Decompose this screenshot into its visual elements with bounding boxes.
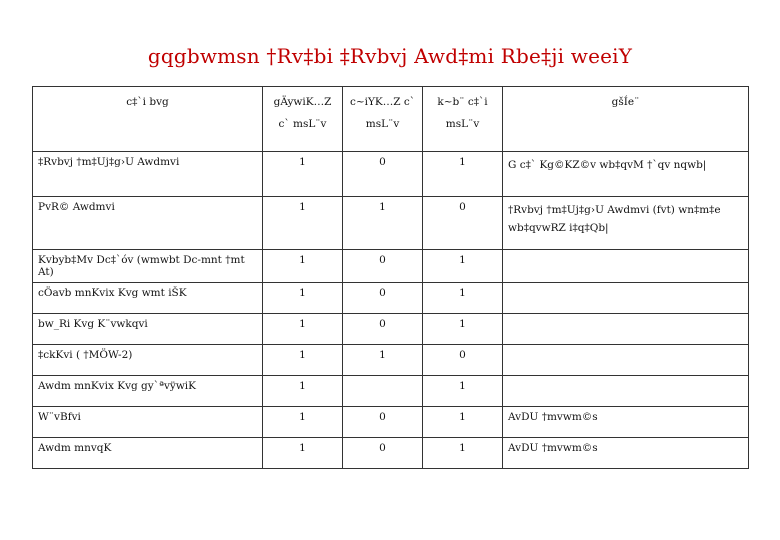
staff-table bbox=[32, 86, 749, 469]
row-post-name: bw_Ri Kvg K¨vwkqvi bbox=[33, 314, 263, 345]
row-filled: 1 bbox=[343, 345, 423, 376]
row-remark bbox=[503, 314, 749, 345]
table-row bbox=[33, 407, 749, 438]
row-remark: AvDU †mvwm©s bbox=[503, 407, 749, 438]
header-remarks: gšÍe¨ bbox=[503, 87, 749, 152]
row-vacant: 1 bbox=[423, 283, 503, 314]
header-sanctioned: gÄywiK…Z c` msL¨v bbox=[263, 87, 343, 152]
row-sanctioned: 1 bbox=[263, 283, 343, 314]
row-remark: AvDU †mvwm©s bbox=[503, 438, 749, 469]
row-post-name: W¨vBfvi bbox=[33, 407, 263, 438]
row-sanctioned: 1 bbox=[263, 314, 343, 345]
row-post-name: ‡ckKvi ( †MÖW-2) bbox=[33, 345, 263, 376]
row-post-name: ‡Rvbvj †m‡Uj‡g›U Awdmvi bbox=[33, 152, 263, 197]
row-sanctioned: 1 bbox=[263, 376, 343, 407]
row-sanctioned: 1 bbox=[263, 345, 343, 376]
table-row bbox=[33, 376, 749, 407]
row-sanctioned: 1 bbox=[263, 250, 343, 283]
row-filled: 1 bbox=[343, 197, 423, 250]
row-remark bbox=[503, 250, 749, 283]
row-filled: 0 bbox=[343, 407, 423, 438]
table-header-row bbox=[33, 87, 749, 152]
header-filled: c~iYK…Z c` msL¨v bbox=[343, 87, 423, 152]
row-filled: 0 bbox=[343, 152, 423, 197]
row-post-name: Kvbyb‡Mv Dc‡`óv (wmwbt Dc-mnt †mt At) bbox=[33, 250, 263, 283]
row-post-name: Awdm mnKvix Kvg gy`ªvÿwiK bbox=[33, 376, 263, 407]
row-post-name: PvR© Awdmvi bbox=[33, 197, 263, 250]
table-row bbox=[33, 283, 749, 314]
row-vacant: 1 bbox=[423, 438, 503, 469]
header-vacant: k~b¨ c‡`i msL¨v bbox=[423, 87, 503, 152]
row-sanctioned: 1 bbox=[263, 407, 343, 438]
row-post-name: Awdm mnvqK bbox=[33, 438, 263, 469]
row-vacant: 1 bbox=[423, 250, 503, 283]
table-row bbox=[33, 345, 749, 376]
row-post-name: cÖavb mnKvix Kvg wmt iŠK bbox=[33, 283, 263, 314]
row-filled bbox=[343, 376, 423, 407]
table-row bbox=[33, 152, 749, 197]
row-sanctioned: 1 bbox=[263, 438, 343, 469]
row-vacant: 0 bbox=[423, 345, 503, 376]
row-vacant: 1 bbox=[423, 407, 503, 438]
table-row bbox=[33, 197, 749, 250]
row-filled: 0 bbox=[343, 283, 423, 314]
header-post-name: c‡`i bvg bbox=[33, 87, 263, 152]
row-vacant: 0 bbox=[423, 197, 503, 250]
row-vacant: 1 bbox=[423, 314, 503, 345]
table-row bbox=[33, 250, 749, 283]
row-filled: 0 bbox=[343, 250, 423, 283]
page-title: gqgbwmsn †Rv‡bi ‡Rvbvj Awd‡mi Rbe‡ji weeiY bbox=[147, 44, 633, 68]
row-remark: G c‡` Kg©KZ©v wb‡qvM †`qv nqwb| bbox=[503, 152, 749, 197]
row-sanctioned: 1 bbox=[263, 152, 343, 197]
row-remark bbox=[503, 283, 749, 314]
row-sanctioned: 1 bbox=[263, 197, 343, 250]
row-filled: 0 bbox=[343, 438, 423, 469]
row-remark: †Rvbvj †m‡Uj‡g›U Awdmvi (fvt) wn‡m‡e wb‡qvwRZ i‡q‡Qb| bbox=[503, 197, 749, 250]
row-remark bbox=[503, 376, 749, 407]
row-remark bbox=[503, 345, 749, 376]
row-vacant: 1 bbox=[423, 376, 503, 407]
row-vacant: 1 bbox=[423, 152, 503, 197]
row-filled: 0 bbox=[343, 314, 423, 345]
table-row bbox=[33, 438, 749, 469]
table-row bbox=[33, 314, 749, 345]
